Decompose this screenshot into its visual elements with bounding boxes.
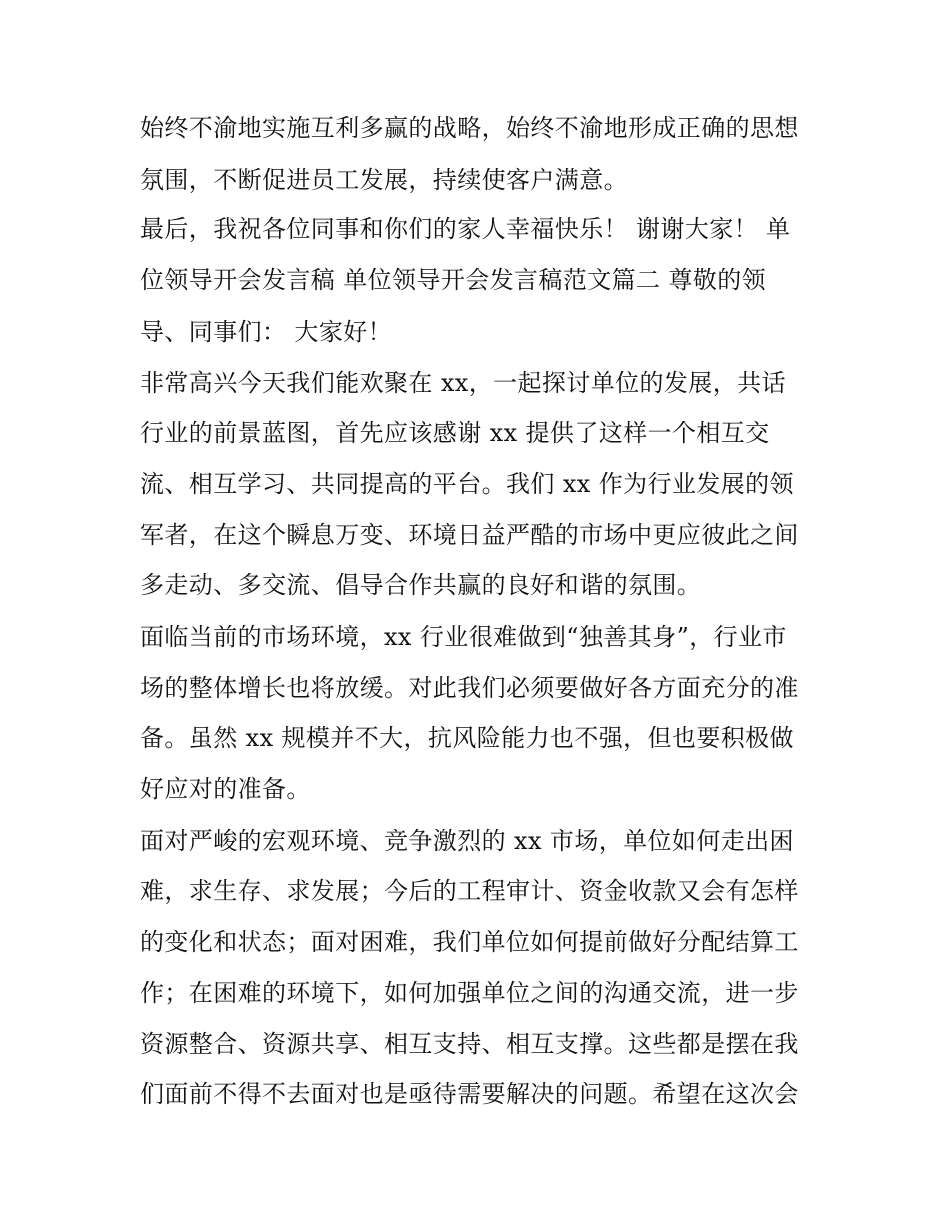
text-line: 难，求生存、求发展；今后的工程审计、资金收款又会有怎样 xyxy=(140,877,799,905)
text-line: 多走动、多交流、倡导合作共赢的良好和谐的氛围。 xyxy=(140,571,702,599)
text-line: 的变化和状态；面对困难，我们单位如何提前做好分配结算工 xyxy=(140,928,799,956)
text-line: 面对严峻的宏观环境、竞争激烈的 xx 市场，单位如何走出困 xyxy=(140,827,794,855)
text-line: 最后，我祝各位同事和你们的家人幸福快乐！ 谢谢大家！ 单 xyxy=(140,215,791,243)
text-line: 们面前不得不去面对也是亟待需要解决的问题。希望在这次会 xyxy=(140,1080,799,1108)
text-line: 好应对的准备。 xyxy=(140,775,311,803)
text-line: 行业的前景蓝图，首先应该感谢 xx 提供了这样一个相互交 xyxy=(140,419,770,447)
text-line: 场的整体增长也将放缓。对此我们必须要做好各方面充分的准 xyxy=(140,674,799,702)
text-line: 位领导开会发言稿 单位领导开会发言稿范文篇二 尊敬的领 xyxy=(140,266,767,294)
text-line: 氛围，不断促进员工发展，持续使客户满意。 xyxy=(140,166,628,194)
text-line: 始终不渝地实施互利多赢的战略，始终不渝地形成正确的思想 xyxy=(140,114,799,142)
text-line: 备。虽然 xx 规模并不大，抗风险能力也不强，但也要积极做 xyxy=(140,724,794,752)
text-line: 军者，在这个瞬息万变、环境日益严酷的市场中更应彼此之间 xyxy=(140,521,799,549)
text-line: 非常高兴今天我们能欢聚在 xx，一起探讨单位的发展，共话 xyxy=(140,369,786,397)
text-line: 作；在困难的环境下，如何加强单位之间的沟通交流，进一步 xyxy=(140,979,799,1007)
text-line: 流、相互学习、共同提高的平台。我们 xx 作为行业发展的领 xyxy=(140,470,794,498)
text-line: 资源整合、资源共享、相互支持、相互支撑。这些都是摆在我 xyxy=(140,1030,799,1058)
text-line: 面临当前的市场环境，xx 行业很难做到“独善其身”，行业市 xyxy=(140,623,787,651)
text-line: 导、同事们： 大家好！ xyxy=(140,318,393,346)
